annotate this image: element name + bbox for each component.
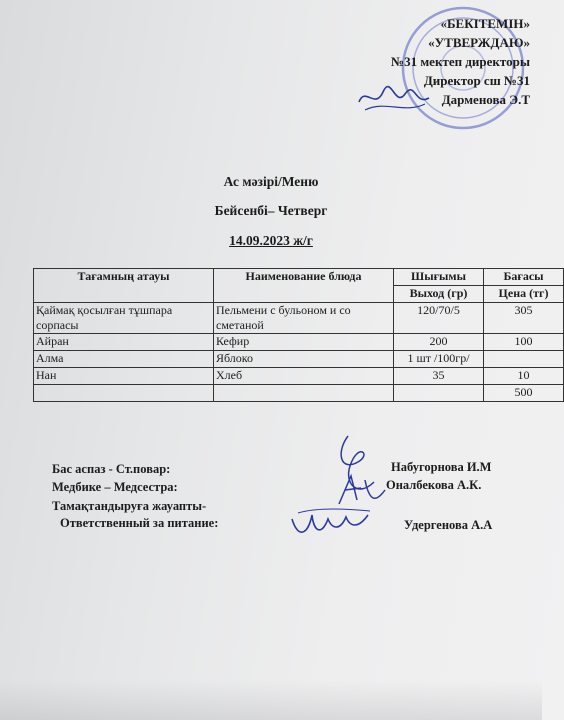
header-price-ru: Цена (тг)	[484, 286, 564, 303]
table-total-row	[34, 385, 564, 402]
dish-yield: 35	[394, 368, 484, 385]
dish-yield: 200	[394, 334, 484, 351]
approval-school-ru: Директор сш №31	[423, 73, 530, 88]
nurse-name: Оналбекова А.К.	[386, 478, 482, 492]
total-empty-yield	[394, 385, 484, 402]
dish-price	[484, 351, 564, 368]
approval-line-ru: «УТВЕРЖДАЮ»	[428, 35, 530, 50]
table-row	[34, 368, 564, 385]
dish-name-kz: Нан	[34, 368, 214, 385]
header-price-kz: Бағасы	[484, 269, 564, 286]
dish-name-kz: Қаймақ қосылған тұшпара сорпасы	[34, 303, 214, 334]
dish-price: 100	[484, 334, 564, 351]
dish-yield: 1 шт /100гр/	[394, 351, 484, 368]
dish-name-kz: Айран	[34, 334, 214, 351]
menu-day: Бейсенбі– Четверг	[214, 203, 328, 218]
dish-name-kz: Алма	[34, 351, 214, 368]
chef-name: Набугорнова И.М	[391, 460, 492, 474]
table-header-row	[34, 269, 564, 286]
dish-price: 305	[484, 303, 564, 334]
page-shadow	[0, 680, 542, 720]
responsible-label-ru: Ответственный за питание:	[60, 516, 219, 530]
approval-line-kz: «БЕКІТЕМІН»	[440, 16, 530, 31]
responsible-signature	[288, 505, 373, 545]
nurse-label: Медбике – Медсестра:	[52, 480, 178, 494]
dish-name-ru: Яблоко	[214, 351, 394, 368]
approval-director-name: Дарменова Э.Т	[441, 92, 530, 107]
approval-block	[391, 14, 530, 109]
menu-title: Ас мәзірі/Меню	[223, 174, 319, 189]
total-empty-kz	[34, 385, 214, 402]
header-name-ru: Наименование блюда	[214, 269, 394, 303]
nurse-signature	[335, 470, 390, 510]
header-yield-ru: Выход (гр)	[394, 286, 484, 303]
table-row	[34, 334, 564, 351]
chef-label: Бас аспаз - Ст.повар:	[52, 462, 171, 476]
total-empty-ru	[214, 385, 394, 402]
responsible-name: Удергенова А.А	[404, 518, 493, 532]
total-price: 500	[484, 385, 564, 402]
dish-name-ru: Хлеб	[214, 368, 394, 385]
table-row	[34, 303, 564, 334]
approval-school-kz: №31 мектеп директоры	[391, 54, 530, 69]
responsible-label-kz: Тамақтандыруға жауапты-	[52, 499, 207, 513]
table-row	[34, 351, 564, 368]
dish-yield: 120/70/5	[394, 303, 484, 334]
dish-name-ru: Кефир	[214, 334, 394, 351]
header-name-kz: Тағамның атауы	[34, 269, 214, 303]
menu-table	[33, 268, 564, 402]
dish-name-ru: Пельмени с бульоном и со сметаной	[214, 303, 394, 334]
header-yield-kz: Шығымы	[394, 269, 484, 286]
dish-price: 10	[484, 368, 564, 385]
menu-date: 14.09.2023 ж/г	[229, 233, 313, 248]
